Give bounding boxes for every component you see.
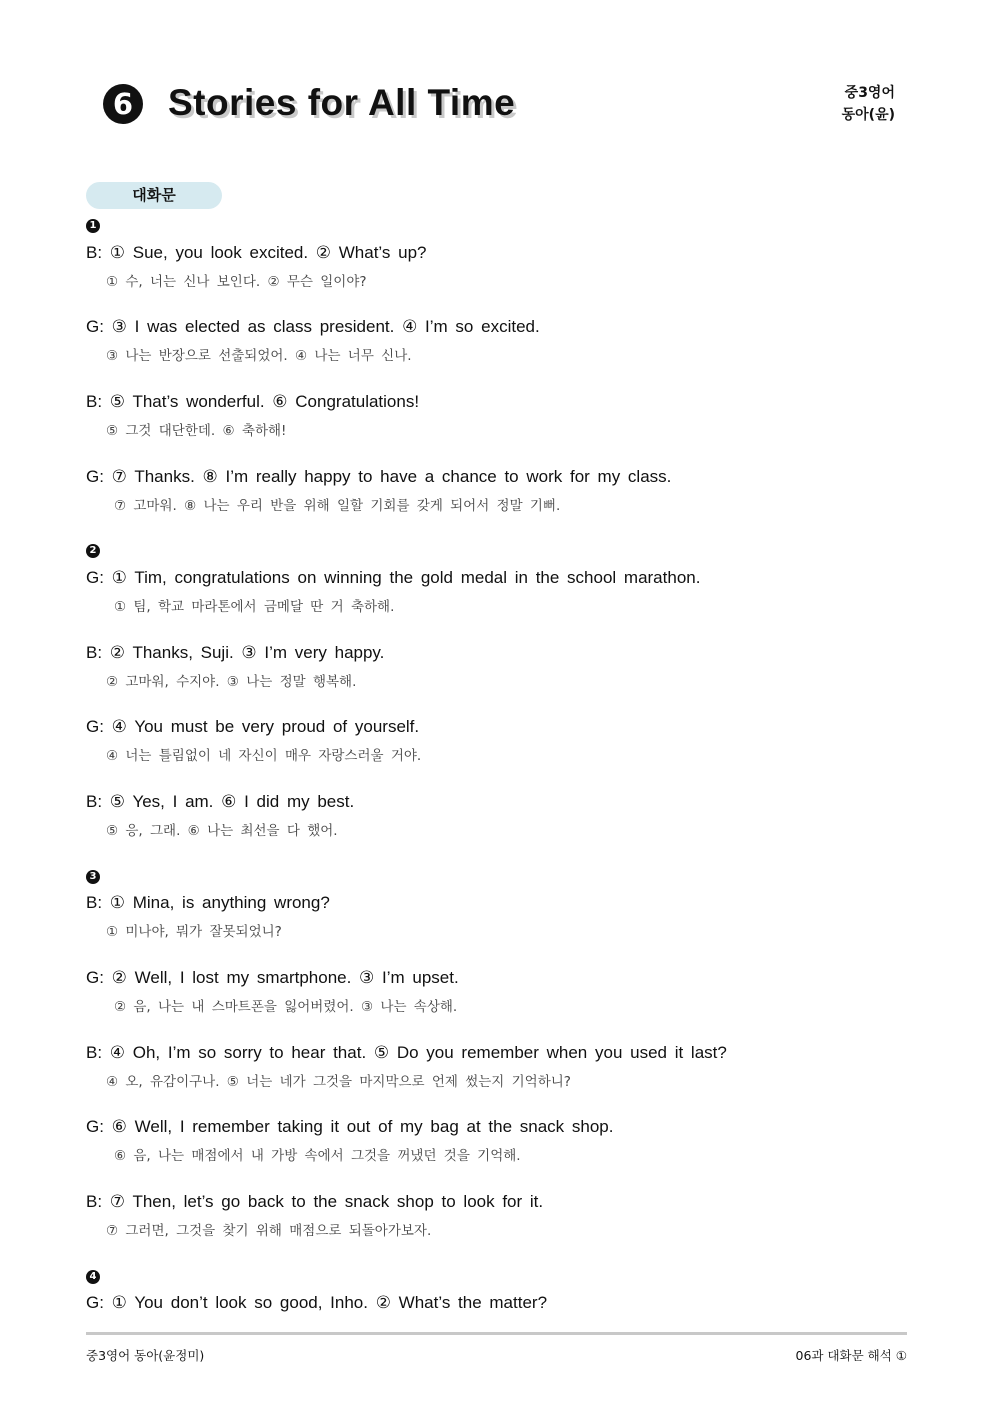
translation-line: ① 미나야, 뭐가 잘못되었니?: [106, 924, 282, 940]
translation-line: ① 팀, 학교 마라톤에서 금메달 딴 거 축하해.: [114, 599, 395, 615]
dialogue-line: B: ② Thanks, Suji. ③ I’m very happy.: [86, 643, 385, 662]
dialogue-line: G: ③ I was elected as class president. ④ I’m so excited.: [86, 317, 540, 336]
dialogue-line: B: ⑤ That’s wonderful. ⑥ Congratulations!: [86, 392, 420, 411]
book-publisher: 동아(윤): [841, 107, 895, 123]
page-title: Stories for All Time: [168, 82, 516, 123]
dialogue-line: B: ① Sue, you look excited. ② What’s up?: [86, 243, 427, 262]
dialogue-line: G: ⑥ Well, I remember taking it out of my bag at the snack shop.: [86, 1117, 614, 1136]
footer-page-label: 06과 대화문 해석 ①: [795, 1348, 907, 1363]
book-grade: 중3영어: [844, 85, 895, 101]
book-info: [842, 82, 895, 126]
group-marker-2: [86, 544, 100, 558]
dialogue-line: G: ② Well, I lost my smartphone. ③ I’m upset.: [86, 968, 459, 987]
translation-line: ⑤ 응, 그래. ⑥ 나는 최선을 다 했어.: [106, 823, 338, 839]
dialogue-line: G: ④ You must be very proud of yourself.: [86, 717, 420, 736]
group-number-icon: 4: [86, 1270, 100, 1284]
translation-line: ⑦ 그러면, 그것을 찾기 위해 매점으로 되돌아가보자.: [106, 1223, 432, 1239]
dialogue-line: G: ⑦ Thanks. ⑧ I’m really happy to have a chance to work for my class.: [86, 467, 672, 486]
dialogue-line: B: ⑤ Yes, I am. ⑥ I did my best.: [86, 792, 355, 811]
translation-line: ② 음, 나는 내 스마트폰을 잃어버렸어. ③ 나는 속상해.: [114, 999, 458, 1015]
translation-line: ④ 너는 틀림없이 네 자신이 매우 자랑스러울 거야.: [106, 748, 422, 764]
footer-divider: [86, 1332, 907, 1335]
dialogue-line: B: ① Mina, is anything wrong?: [86, 893, 330, 912]
section-label: 대화문: [86, 182, 222, 209]
group-marker-1: [86, 219, 100, 233]
group-marker-4: [86, 1270, 100, 1284]
lesson-number-badge: 6: [103, 84, 143, 124]
translation-line: ⑥ 음, 나는 매점에서 내 가방 속에서 그것을 꺼냈던 것을 기억해.: [114, 1148, 521, 1164]
translation-line: ① 수, 너는 신나 보인다. ② 무슨 일이야?: [106, 274, 367, 290]
translation-line: ④ 오, 유감이구나. ⑤ 너는 네가 그것을 마지막으로 언제 썼는지 기억하니?: [106, 1074, 571, 1090]
group-number-icon: 2: [86, 544, 100, 558]
translation-line: ⑤ 그것 대단한데. ⑥ 축하해!: [106, 423, 287, 439]
group-number-icon: 3: [86, 870, 100, 884]
translation-line: ⑦ 고마워. ⑧ 나는 우리 반을 위해 일할 기회를 갖게 되어서 정말 기뻐.: [114, 498, 561, 514]
dialogue-line: B: ⑦ Then, let’s go back to the snack shop to look for it.: [86, 1192, 544, 1211]
group-marker-3: [86, 870, 100, 884]
translation-line: ③ 나는 반장으로 선출되었어. ④ 나는 너무 신나.: [106, 348, 412, 364]
dialogue-line: G: ① Tim, congratulations on winning the gold medal in the school marathon.: [86, 568, 701, 587]
dialogue-line: B: ④ Oh, I’m so sorry to hear that. ⑤ Do you remember when you used it last?: [86, 1043, 727, 1062]
footer-book: 중3영어 동아(윤정미): [86, 1348, 205, 1363]
dialogue-line: G: ① You don’t look so good, Inho. ② What’s the matter?: [86, 1293, 548, 1312]
group-number-icon: 1: [86, 219, 100, 233]
translation-line: ② 고마워, 수지야. ③ 나는 정말 행복해.: [106, 674, 357, 690]
